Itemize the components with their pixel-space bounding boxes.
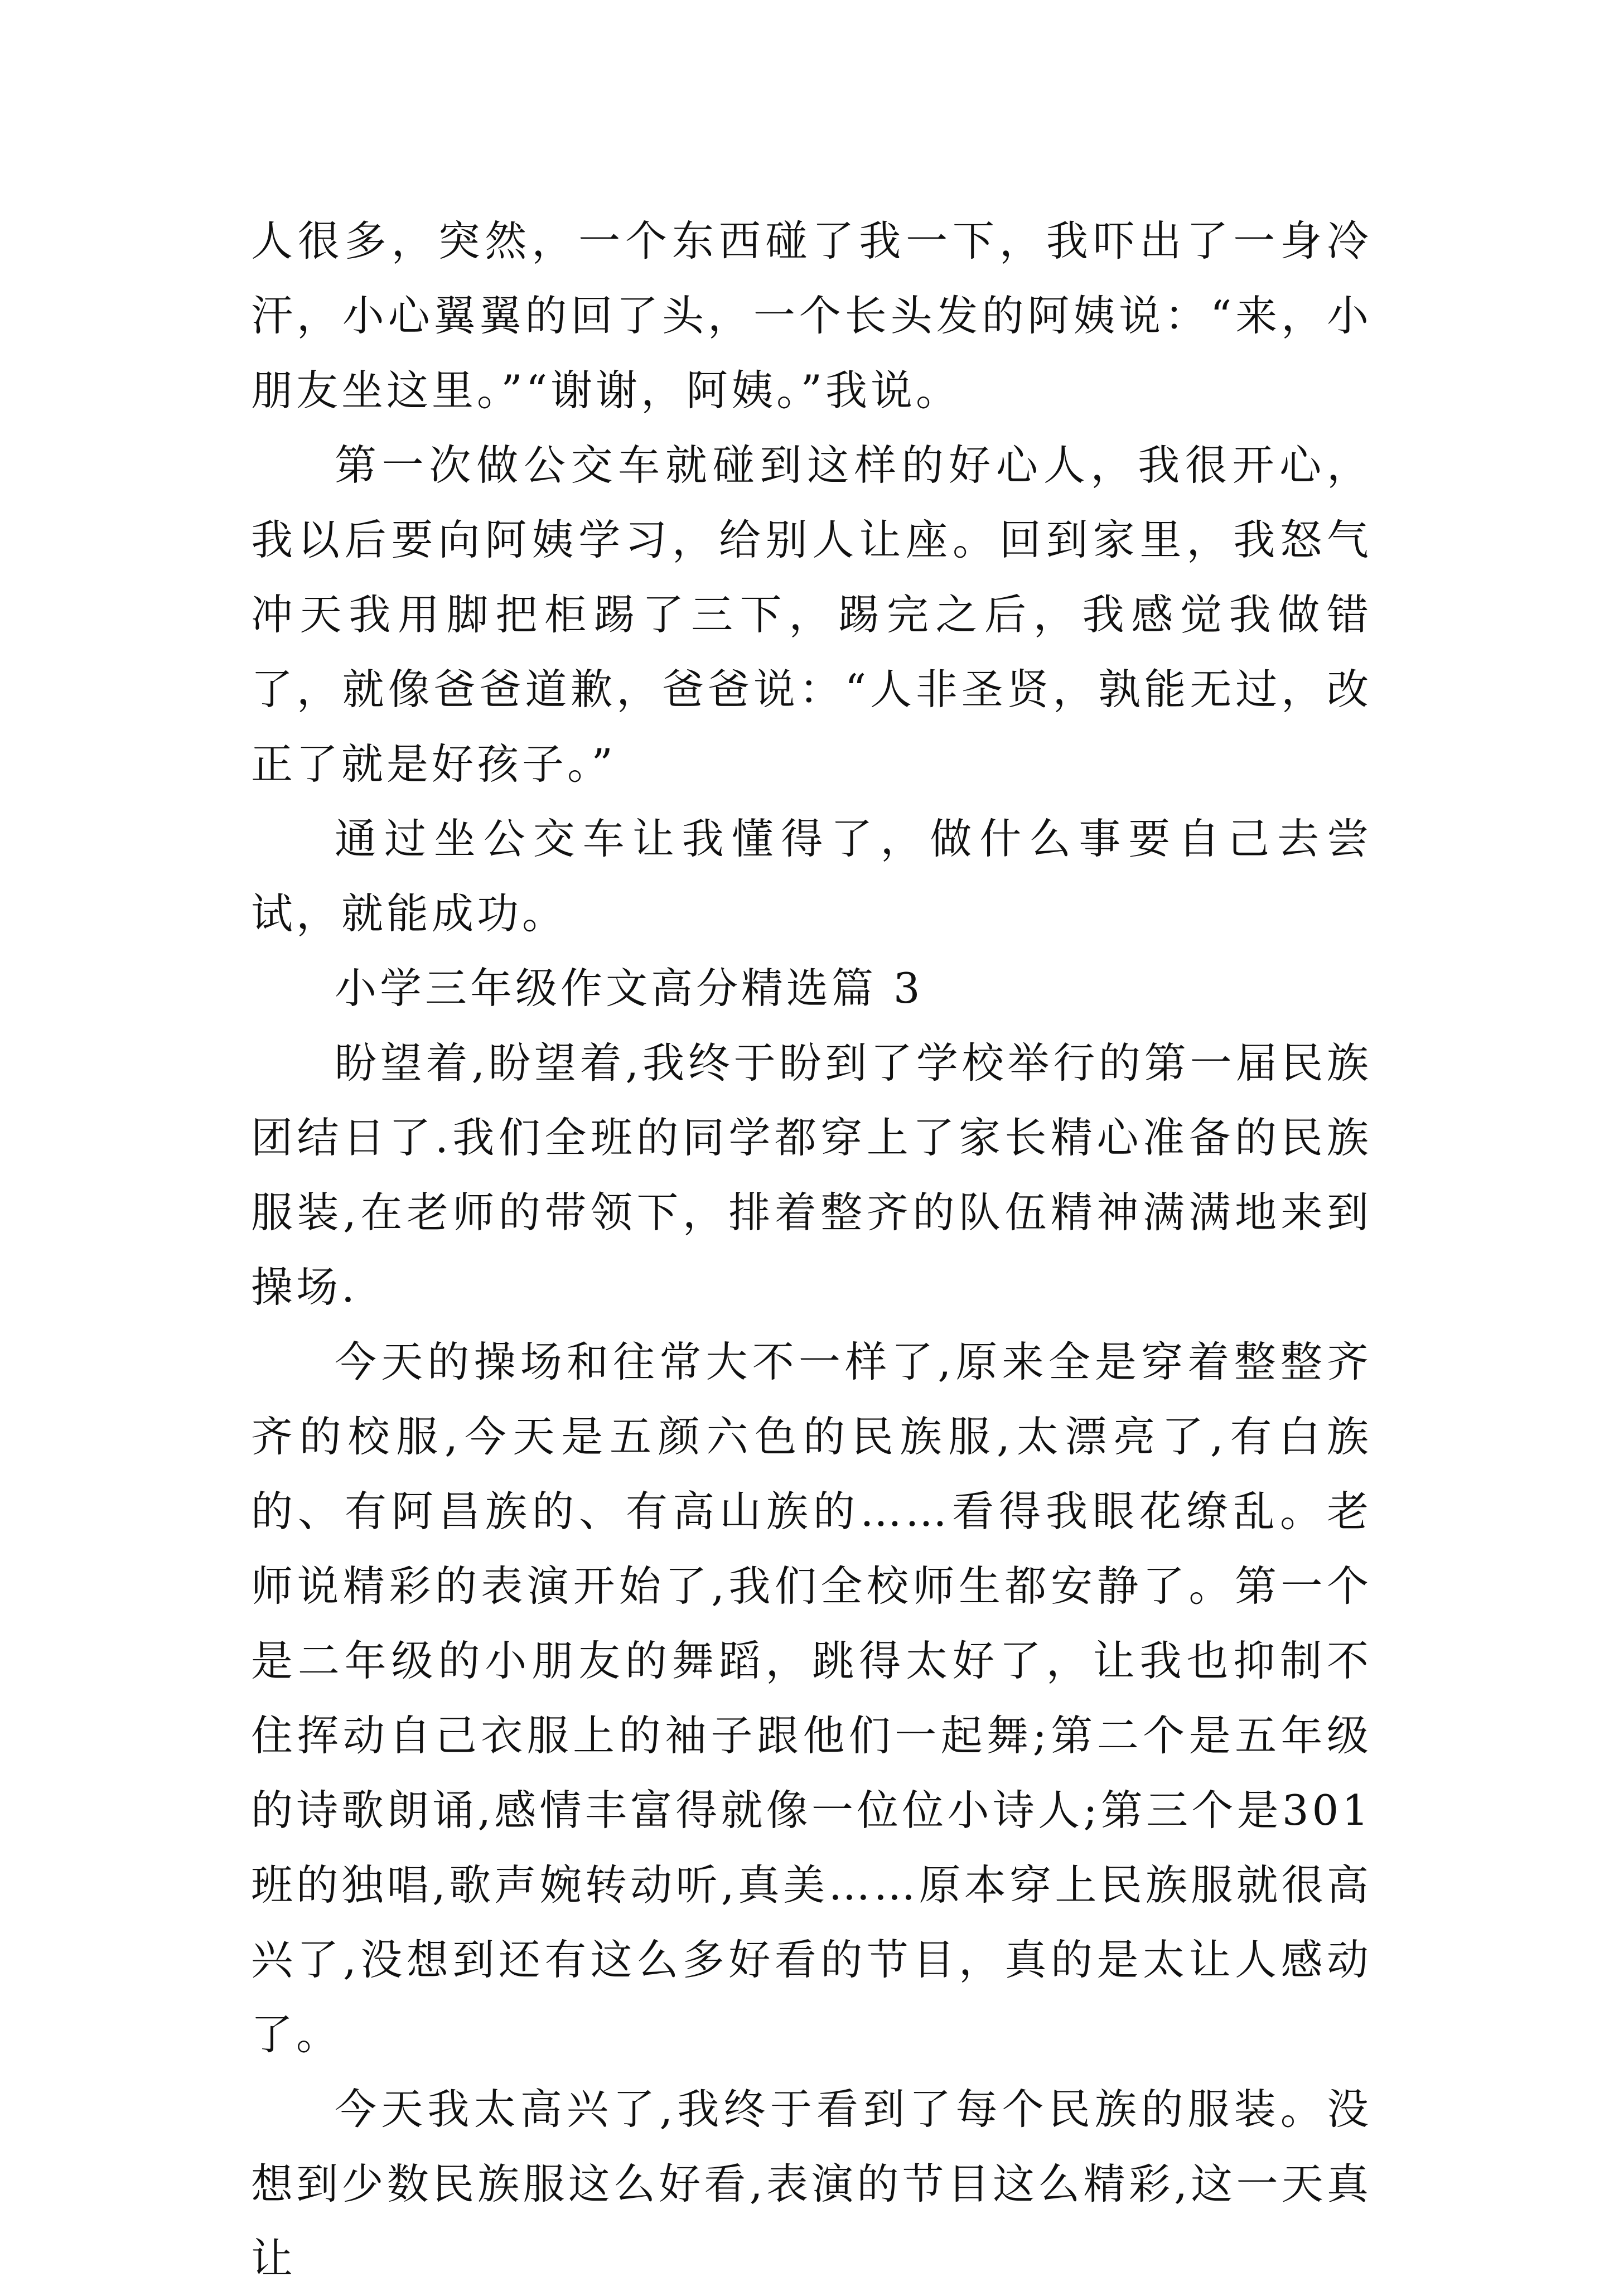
paragraph-continued: 人很多，突然，一个东西碰了我一下，我吓出了一身冷汗，小心翼翼的回了头，一个长头发的阿姨说：“来，小朋友坐这里。”“谢谢，阿姨。”我说。: [251, 216, 1372, 415]
document-body: [251, 204, 1372, 2296]
paragraph: 通过坐公交车让我懂得了，做什么事要自己去尝试，就能成功。: [251, 814, 1372, 938]
paragraph: 第一次做公交车就碰到这样的好心人，我很开心，我以后要向阿姨学习，给别人让座。回到家里，我怒气冲天我用脚把柜踢了三下，踢完之后，我感觉我做错了，就像爸爸道歉，爸爸说：“人非圣贤，孰能无过，改正了就是好孩子。”: [251, 441, 1372, 789]
paragraph: 今天我太高兴了,我终于看到了每个民族的服装。没想到少数民族服这么好看,表演的节目这么精彩,这一天真让: [251, 2085, 1372, 2283]
paragraph: 盼望着,盼望着,我终于盼到了学校举行的第一届民族团结日了.我们全班的同学都穿上了家长精心准备的民族服装,在老师的带领下，排着整齐的队伍精神满满地来到操场.: [251, 1038, 1372, 1312]
section-heading: 小学三年级作文高分精选篇 3: [335, 964, 924, 1013]
paragraph: 今天的操场和往常大不一样了,原来全是穿着整整齐齐的校服,今天是五颜六色的民族服,太漂亮了,有白族的、有阿昌族的、有高山族的……看得我眼花缭乱。老师说精彩的表演开始了,我们全校师生都安静了。第一个是二年级的小朋友的舞蹈，跳得太好了，让我也抑制不住挥动自己衣服上的袖子跟他们一起舞;第二个是五年级的诗歌朗诵,感情丰富得就像一位位小诗人;第三个是301班的独唱,歌声婉转动听,真美……原本穿上民族服就很高兴了,没想到还有这么多好看的节目，真的是太让人感动了。: [251, 1337, 1372, 2059]
